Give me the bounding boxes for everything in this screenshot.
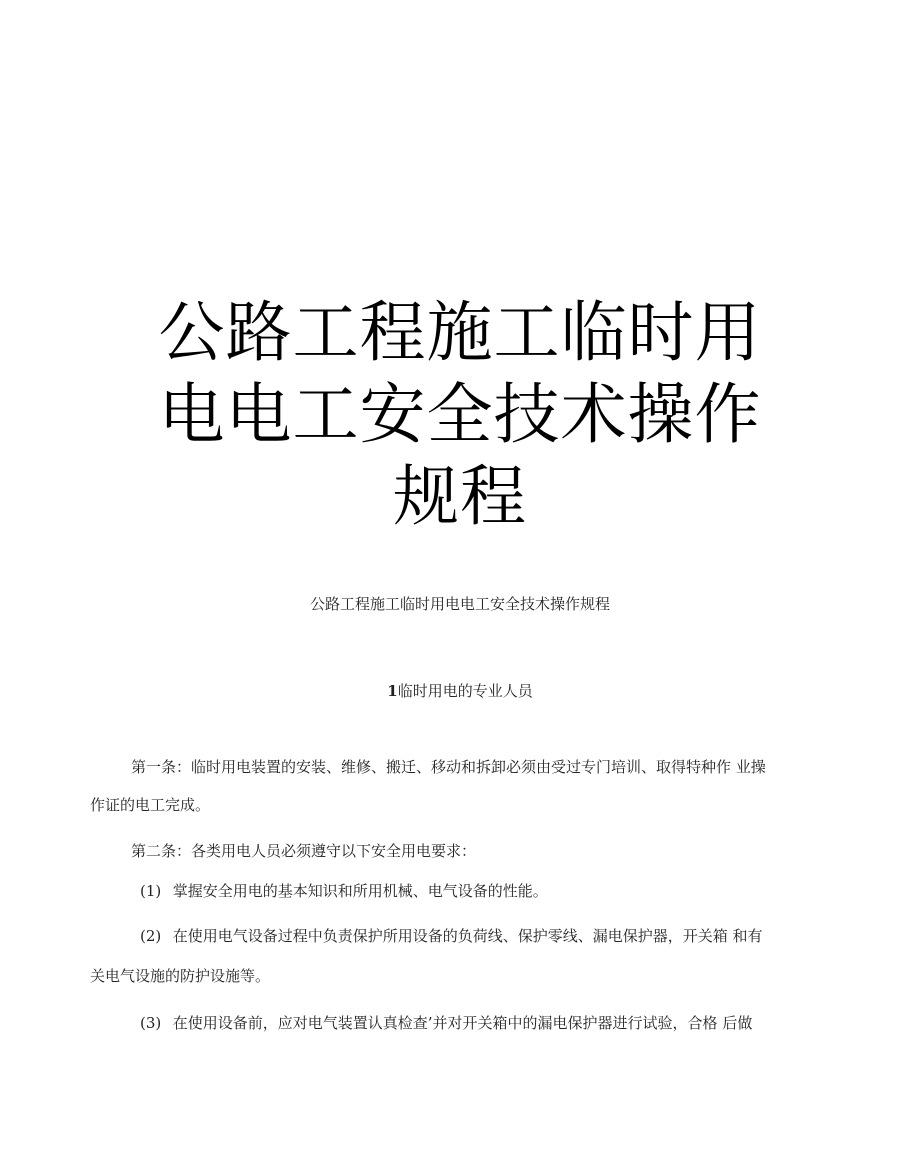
main-title-line: 电电工安全技术操作 [158,376,762,453]
list-item-text: 掌握安全用电的基本知识和所用机械、电气设备的性能。 [172,882,548,900]
subtitle: 公路工程施工临时用电电工安全技术操作规程 [309,595,610,613]
section-heading [0,681,920,701]
main-title-line: 公路工程施工临时用 [158,294,762,371]
main-title-line: 规程 [393,458,527,535]
list-item-number: (2) [140,927,162,945]
list-item-2-continuation: 关电气设施的防护设施等。 [90,967,271,985]
list-item-number: (1) [140,882,162,900]
article-2-line-1: 第二条：各类用电人员必须遵守以下安全用电要求： [131,842,477,860]
article-1-line-2: 作证的电工完成。 [90,796,211,814]
main-title [0,292,920,538]
list-item-2 [90,926,892,946]
list-item-text: 在使用设备前，应对电气装置认真检查’并对开关箱中的漏电保护器进行试验，合格 后做 [172,1014,753,1032]
list-item-1 [90,881,892,901]
list-item-3 [90,1013,892,1033]
section-number: 1 [387,682,398,700]
list-item-number: (3) [140,1014,162,1032]
section-title: 临时用电的专业人员 [397,682,533,700]
list-item-text: 在使用电气设备过程中负责保护所用设备的负荷线、保护零线、漏电保护器，开关箱 和有 [172,927,763,945]
article-1-line-1: 第一条：临时用电装置的安装、维修、搬迁、移动和拆卸必须由受过专门培训、取得特种作 业操 [131,758,766,776]
